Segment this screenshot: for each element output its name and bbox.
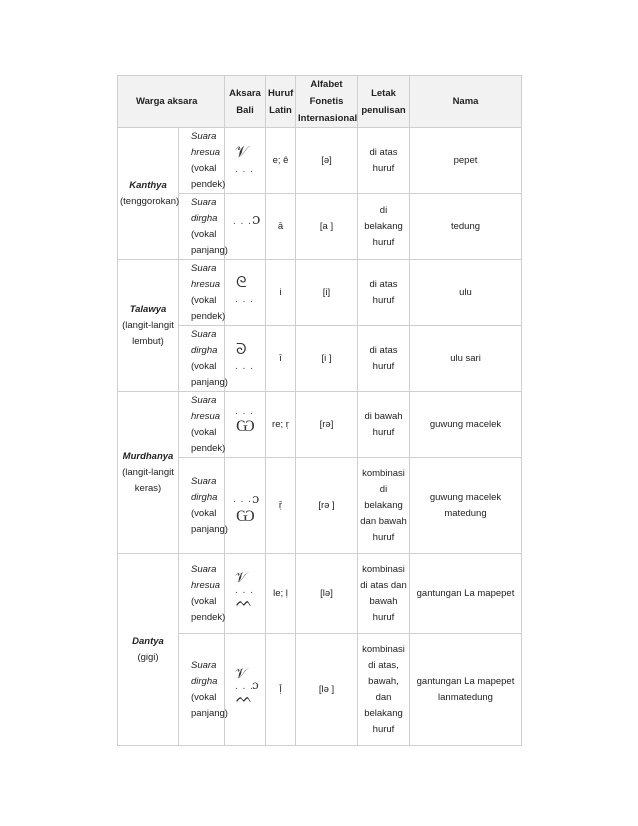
placeholder-dots: . . . <box>235 164 254 175</box>
desc-line: (vokal <box>191 228 217 240</box>
nama-cell: gantungan La mapepet lanmatedung <box>410 634 522 746</box>
placeholder-dots: . . . <box>235 406 254 417</box>
latin-cell: re; ṛ <box>266 392 296 458</box>
desc-line: panjang) <box>191 707 228 719</box>
group-sub: (langit-langit lembut) <box>122 319 174 347</box>
desc-line: Suara <box>191 262 217 274</box>
vowel-type <box>179 260 225 326</box>
desc-line: Suara <box>191 328 217 340</box>
pepet-glyph-icon: 𝒱 <box>235 142 249 161</box>
table-row <box>118 326 522 392</box>
letak-cell: kombinasi di belakang dan bawah huruf <box>358 458 410 554</box>
ipa-cell: [ə] <box>296 128 358 194</box>
letak-cell: di atas huruf <box>358 128 410 194</box>
bali-glyph-cell <box>225 392 266 458</box>
desc-line: (vokal <box>191 162 217 174</box>
pepet-glyph-icon: 𝒱 <box>235 570 247 586</box>
desc-line: panjang) <box>191 244 228 256</box>
letak-cell: kombinasi di atas, bawah, dan belakang huruf <box>358 634 410 746</box>
ipa-cell: [i ] <box>296 326 358 392</box>
vowel-type <box>179 128 225 194</box>
header-nama: Nama <box>410 76 522 128</box>
letak-cell: di bawah huruf <box>358 392 410 458</box>
guwung-glyph-icon: Ѡ <box>236 506 255 525</box>
gantungan-la-glyph-icon: ᨓ <box>236 690 253 706</box>
group-cell <box>118 260 179 392</box>
vowel-type <box>179 554 225 634</box>
desc-line: dirgha <box>191 212 218 224</box>
latin-cell: i <box>266 260 296 326</box>
tedung-glyph-icon: ɔ <box>252 492 260 507</box>
pepet-glyph-icon: 𝒱 <box>235 666 247 682</box>
nama-cell: ulu <box>410 260 522 326</box>
ulu-sari-glyph-icon: ᘐ <box>236 340 247 358</box>
bali-glyph-cell <box>225 128 266 194</box>
letak-cell: di atas huruf <box>358 260 410 326</box>
vowel-type <box>179 326 228 392</box>
desc-line: pendek) <box>191 611 226 623</box>
header-letak-penulisan: Letak penulisan <box>358 76 410 128</box>
group-name: Kanthya <box>129 179 167 191</box>
group-name: Talawya <box>129 303 167 315</box>
desc-line: pendek) <box>191 310 226 322</box>
vowel-type <box>179 634 228 746</box>
desc-line: Suara <box>191 475 217 487</box>
gantungan-la-glyph-icon: ᨓ <box>236 594 253 610</box>
group-sub: (langit-langit keras) <box>122 466 174 494</box>
table-row <box>118 554 522 634</box>
desc-line: (vokal <box>191 426 217 438</box>
desc-line: hresua <box>191 579 221 591</box>
bali-glyph-cell <box>225 326 266 392</box>
header-warga-aksara: Warga aksara <box>118 76 225 128</box>
desc-line: panjang) <box>191 376 228 388</box>
bali-glyph-cell <box>225 260 266 326</box>
letak-cell: kombinasi di atas dan bawah huruf <box>358 554 410 634</box>
desc-line: Suara <box>191 196 217 208</box>
nama-cell: guwung macelek matedung <box>410 458 522 554</box>
latin-cell: ī <box>266 326 296 392</box>
desc-line: (vokal <box>191 294 217 306</box>
placeholder-dots: . . . <box>235 294 254 305</box>
ulu-glyph-icon: ᘓ <box>236 273 247 291</box>
group-name: Murdhanya <box>122 450 174 462</box>
nama-cell: gantungan La mapepet <box>410 554 522 634</box>
placeholder-dots: . . . <box>235 585 254 596</box>
desc-line: (vokal <box>191 595 217 607</box>
placeholder-dots: . . . <box>233 494 252 505</box>
table-row <box>118 634 522 746</box>
table-row <box>118 260 522 326</box>
desc-line: (vokal <box>191 691 217 703</box>
bali-glyph-cell <box>225 458 266 554</box>
desc-line: Suara <box>191 659 217 671</box>
header-aksara-bali: Aksara Bali <box>225 76 266 128</box>
nama-cell: ulu sari <box>410 326 522 392</box>
table-row <box>118 458 522 554</box>
desc-line: dirgha <box>191 675 218 687</box>
ipa-cell: [a ] <box>296 194 358 260</box>
ipa-cell: [lə ] <box>296 634 358 746</box>
desc-line: hresua <box>191 146 221 158</box>
desc-line: (vokal <box>191 507 217 519</box>
table-row <box>118 128 522 194</box>
table-row <box>118 392 522 458</box>
vowel-type <box>179 392 225 458</box>
group-cell <box>118 392 179 554</box>
group-sub: (tenggorokan) <box>120 195 180 207</box>
tedung-glyph-icon: ɔ <box>252 678 259 692</box>
placeholder-dots: . . . <box>233 216 252 227</box>
header-row <box>118 76 522 128</box>
desc-line: pendek) <box>191 442 226 454</box>
latin-cell: ā <box>266 194 296 260</box>
tedung-glyph-icon: ɔ <box>252 210 261 228</box>
bali-glyph-cell <box>225 634 266 746</box>
vowel-table <box>117 75 522 746</box>
desc-line: Suara <box>191 130 217 142</box>
placeholder-dots: . . . <box>235 361 254 372</box>
letak-cell: di atas huruf <box>358 326 410 392</box>
desc-line: Suara <box>191 394 217 406</box>
ipa-cell: [lə] <box>296 554 358 634</box>
ipa-cell: [rə] <box>296 392 358 458</box>
desc-line: hresua <box>191 410 221 422</box>
ipa-cell: [i] <box>296 260 358 326</box>
latin-cell: ḹ <box>266 634 296 746</box>
placeholder-dots: . . . <box>235 681 254 692</box>
desc-line: Suara <box>191 563 217 575</box>
group-cell <box>118 128 179 260</box>
nama-cell: pepet <box>410 128 522 194</box>
desc-line: dirgha <box>191 491 218 503</box>
letak-cell: di belakang huruf <box>358 194 410 260</box>
guwung-glyph-icon: Ѡ <box>236 416 255 435</box>
latin-cell: le; ḷ <box>266 554 296 634</box>
vowel-type <box>179 458 228 554</box>
nama-cell: tedung <box>410 194 522 260</box>
nama-cell: guwung macelek <box>410 392 522 458</box>
latin-cell: ṝ <box>266 458 296 554</box>
header-alfabet-fonetis: Alfabet Fonetis Internasional <box>296 76 358 128</box>
header-huruf-latin: Huruf Latin <box>266 76 296 128</box>
desc-line: dirgha <box>191 344 218 356</box>
desc-line: (vokal <box>191 360 217 372</box>
group-cell <box>118 554 179 746</box>
ipa-cell: [rə ] <box>296 458 358 554</box>
bali-glyph-cell <box>225 194 266 260</box>
bali-glyph-cell <box>225 554 266 634</box>
desc-line: panjang) <box>191 523 228 535</box>
group-name: Dantya <box>132 635 164 647</box>
latin-cell: e; ê <box>266 128 296 194</box>
desc-line: pendek) <box>191 178 226 190</box>
group-sub: (gigi) <box>137 651 159 663</box>
desc-line: hresua <box>191 278 221 290</box>
vowel-type <box>179 194 228 260</box>
